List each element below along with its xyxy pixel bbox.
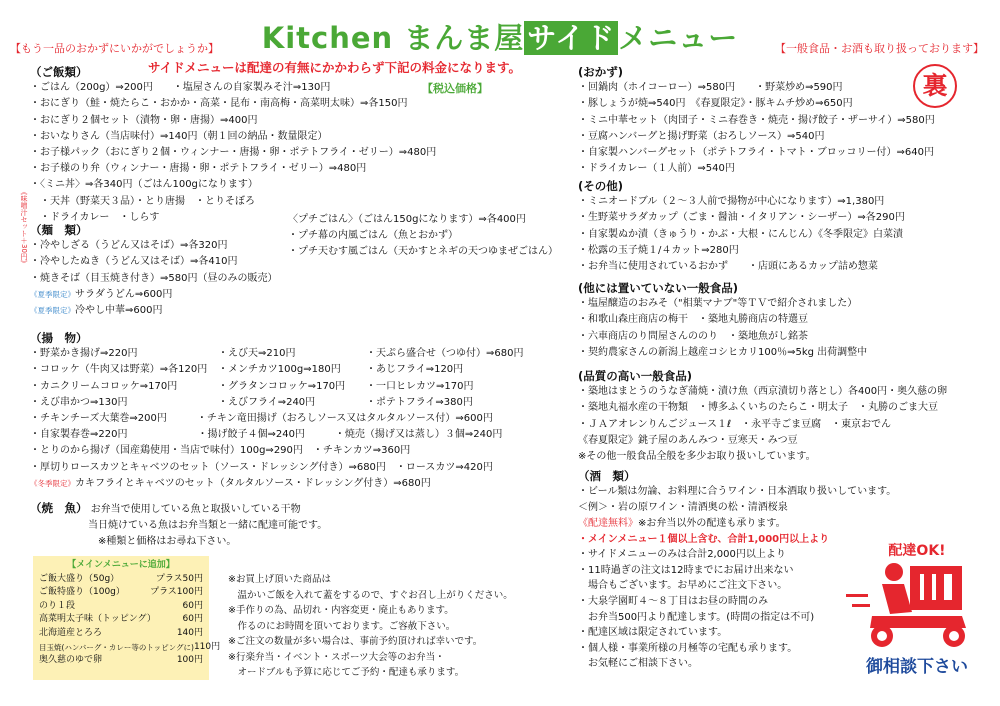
list-item: ・ドライカレー（１人前）⇒540円: [578, 163, 735, 175]
list-item: ・和歌山森庄商店の梅干 ・築地丸勝商店の特選豆: [578, 314, 808, 326]
list-item: ・厚切りロースカツとキャベツのセット（ソース・ドレッシング付き）⇒680円 ・ロースカツ⇒420円: [30, 461, 493, 473]
table-cell: ・天ぷら盛合せ（つゆ付）⇒680円: [366, 348, 524, 360]
list-item: ・冷やしたぬき（うどん又はそば）⇒各410円: [30, 256, 238, 268]
table-cell: ・野菜かき揚げ⇒220円: [30, 348, 138, 360]
general-heading: (他には置いていない一般食品): [578, 281, 739, 295]
consult-label: 御相談下さい: [866, 657, 968, 677]
list-item: ・ミニ中華セット（肉団子・ミニ春巻き・焼売・揚げ餃子・ザーサイ）⇒580円: [578, 114, 935, 126]
list-item: ・プチ天むす風ごはん（天かすとネギの天つゆまぜごはん）: [288, 246, 558, 258]
delivery-ok-label: 配達OK!: [888, 543, 946, 559]
list-item: 奥久慈のゆで卵 100円: [39, 655, 203, 666]
list-item: ・〈ミニ丼〉⇒各340円（ごはん100gになります）: [30, 179, 258, 191]
list-item: 高菜明太子味（トッピング） 60円: [39, 614, 203, 625]
table-row: [30, 379, 523, 395]
list-item: ・おにぎり（鮭・焼たらこ・おかか・高菜・昆布・南高梅・高菜明太味）⇒各150円: [30, 98, 408, 110]
list-item: ・ごはん（200g）⇒200円 ・塩屋さんの自家製みそ汁⇒130円: [30, 82, 331, 94]
list-item: ・自家製春巻⇒220円 ・揚げ餃子４個⇒240円 ・焼売（揚げ又は蒸し）３個⇒240円: [30, 429, 503, 441]
delivery-heading: 《配達無料》※お弁当以外の配達も承ります。: [578, 518, 786, 529]
table-cell: ・コロッケ（牛肉又は野菜）⇒各120円: [30, 364, 208, 376]
list-item: ※お買上げ頂いた商品は: [228, 574, 331, 585]
list-item: ・おいなりさん（当店味付）⇒140円（朝１回の納品・数量限定）: [30, 130, 328, 142]
alcohol-heading: （酒 類）: [578, 469, 636, 483]
fried-heading: （揚 物）: [30, 331, 88, 345]
list-item: ・生野菜サラダカップ（ごま・醤油・イタリアン・シーザー）⇒各290円: [578, 212, 905, 224]
rice-section: [30, 64, 436, 226]
list-item: ※手作りの為、品切れ・内容変更・廃止もあります。: [228, 605, 454, 616]
list-item: 北海道産とろろ 140円: [39, 627, 203, 638]
table-cell: ・ポテトフライ⇒380円: [366, 396, 473, 408]
list-item: お弁当500円より配達します。(時間の指定は不可): [578, 611, 815, 623]
list-item: ・プチ幕の内風ごはん（魚とおかず）: [288, 230, 458, 242]
list-item: ・大泉学園町４～８丁目はお昼の時間のみ: [578, 595, 768, 607]
quality-foods-section: [578, 368, 947, 465]
list-item: ご飯大盛り（50g） プラス50円: [39, 573, 203, 584]
list-item: ・配達区域は限定されています。: [578, 627, 728, 639]
list-item: 《夏季限定》冷やし中華⇒600円: [30, 305, 163, 317]
table-row: [30, 395, 523, 411]
other-section: [578, 178, 905, 275]
list-item: （焼 魚） お弁当で使用している魚と取扱いしている干物: [30, 501, 301, 515]
miso-set-note: 《味噌汁セット＋30円》: [20, 188, 28, 267]
list-item: 温かいご飯を入れて蓋をするので、すぐお召し上がりください。: [228, 589, 513, 601]
delivery-logo: [842, 540, 992, 680]
table-cell: ・えび天⇒210円: [218, 348, 296, 360]
list-item: ・築地はまとうのうなぎ蒲焼・漬け魚（西京漬切り落とし）各400円・奥久慈の卵: [578, 386, 948, 398]
okazu-section: [578, 64, 935, 177]
list-item: のり１段 60円: [39, 600, 203, 611]
list-item: ・個人様・事業所様の月極等の宅配も承ります。: [578, 642, 798, 654]
list-item: ・築地丸福水産の干物類 ・博多ふくいちのたらこ・明太子 ・丸勝のごま大豆: [578, 402, 938, 414]
left-tagline: 【もう一品のおかずにいかがでしょうか】: [10, 42, 219, 55]
list-item: ・回鍋肉（ホイコーロー）⇒580円 ・野菜炒め⇒590円: [578, 82, 843, 94]
list-item: ※その他一般食品全般を多少お取り扱いしています。: [578, 451, 816, 463]
list-item: ・天丼（野菜天３品）・とり唐揚 ・とりそぼろ: [30, 195, 255, 207]
general-foods-section: [578, 280, 867, 361]
list-item: ・おにぎり２個セット（漬物・卵・唐揚）⇒400円: [30, 114, 258, 126]
list-item: 場合もございます。お早めにご注文下さい。: [578, 580, 788, 592]
list-item: ・豚しょうが焼⇒540円 《春夏限定》・豚キムチ炒め⇒650円: [578, 98, 853, 110]
list-item: ・契約農家さんの新潟上越産コシヒカリ100％⇒5kg 出荷調整中: [578, 346, 868, 358]
list-item: ・六車商店のり問屋さんののり ・築地魚がし銘茶: [578, 330, 808, 342]
table-row: [30, 346, 523, 362]
quality-heading: (品質の高い一般食品): [578, 369, 693, 383]
addon-box: [33, 556, 221, 680]
list-item: ・ミニオードブル（２～３人前で揚物が中心になります）⇒1,380円: [578, 196, 885, 208]
okazu-heading: (おかず): [578, 65, 624, 79]
list-item: ・ビール類は勿論、お料理に合うワイン・日本酒取り扱いしています。: [578, 486, 897, 498]
list-item: ・焼きそば（目玉焼き付き）⇒580円（昼のみの販売）: [30, 272, 278, 284]
list-item: 作るのにお時間を頂いております。ご容赦下さい。: [228, 620, 456, 632]
table-cell: ・メンチカツ100g⇒180円: [218, 364, 341, 376]
list-item: ・11時過ぎの注文は12時までにお届け出来ない: [578, 564, 794, 576]
list-item: ・チキンチーズ大葉巻⇒200円 ・チキン竜田揚げ（おろしソース又はタルタルソース付）⇒600円: [30, 413, 493, 425]
right-tagline: 【一般食品・お酒も取り扱っております】: [775, 42, 984, 55]
noodle-heading: （麺 類）: [30, 223, 88, 237]
list-item: 当日焼けている魚はお弁当類と一緒に配達可能です。: [88, 520, 328, 532]
list-item: ※種類と価格はお尋ね下さい。: [98, 536, 237, 548]
delivery-scooter-icon: [842, 554, 992, 654]
list-item: 《春夏限定》銚子屋のあんみつ・豆寒天・みつ豆: [578, 434, 798, 446]
list-item: ・ドライカレー ・しらす: [30, 211, 160, 223]
table-cell: ・えび串かつ⇒130円: [30, 396, 128, 408]
table-cell: ・あじフライ⇒120円: [366, 364, 464, 376]
addon-heading: 【メインメニューに追加】: [67, 560, 175, 570]
list-item: 《夏季限定》サラダうどん⇒600円: [30, 288, 173, 300]
fried-section: [30, 330, 523, 492]
page-title: Kitchen まんま屋 サイド メニュー: [261, 21, 739, 55]
list-item: 目玉焼(ハンバーグ・カレー等のトッピングに) 110円: [39, 641, 221, 652]
list-item: ご飯特盛り（100g） プラス100円: [39, 587, 203, 598]
list-item: ・冷やしざる（うどん又はそば）⇒各320円: [30, 240, 228, 252]
table-cell: ・グラタンコロッケ⇒170円: [218, 380, 346, 392]
table-cell: ・カニクリームコロッケ⇒170円: [30, 380, 178, 392]
price-notice: サイドメニューは配達の有無にかかわらず下記の料金になります。: [148, 60, 522, 75]
rice-heading: （ご飯類）: [30, 65, 88, 79]
list-item: ・豆腐ハンバーグと揚げ野菜（おろしソース）⇒540円: [578, 130, 825, 142]
list-item: ・松露の玉子焼１/４カット⇒280円: [578, 244, 739, 256]
list-item: ・お子様パック（おにぎり２個・ウィンナー・唐揚・卵・ポテトフライ・ゼリー）⇒480円: [30, 147, 437, 159]
list-item: ・お弁当に使用されているおかず ・店頭にあるカップ詰め惣菜: [578, 261, 878, 273]
alcohol-section: [578, 468, 896, 517]
other-heading: (その他): [578, 179, 624, 193]
list-item: オードブルも予算に応じてご予約・配達も承ります。: [228, 667, 465, 678]
list-item: ・ＪＡアオレンりんごジュース１ℓ ・永平寺ごま豆腐 ・東京おでん: [578, 418, 891, 430]
list-item: 《冬季限定》カキフライとキャベツのセット（タルタルソース・ドレッシング付き）⇒680円: [30, 477, 431, 489]
notes-section: [228, 572, 513, 681]
petit-section: [288, 212, 558, 261]
list-item: ・自家製ハンバーグセット（ポテトフライ・トマト・ブロッコリー付）⇒640円: [578, 147, 934, 159]
list-item: ・お子様のり弁（ウィンナー・唐揚・卵・ポテトフライ・ゼリー）⇒480円: [30, 163, 367, 175]
list-item: ＜例＞・岩の原ワイン・清酒奥の松・清酒桜泉: [578, 502, 788, 514]
tax-label: 【税込価格】: [422, 82, 488, 95]
list-item: ・塩屋醸造のおみそ（"相葉マナブ"等ＴＶで紹介されました）: [578, 298, 858, 310]
delivery-section: [578, 516, 829, 672]
grilled-fish-section: [30, 500, 327, 551]
list-item: お気軽にご相談下さい。: [578, 658, 698, 670]
list-item: ・サイドメニューのみは合計2,000円以上より: [578, 549, 786, 561]
noodle-section: [30, 222, 277, 319]
list-item: ・自家製ぬか漬（きゅうり・かぶ・大根・にんじん）《冬季限定》白菜漬: [578, 228, 903, 240]
list-item: ・メインメニュー１個以上含む、合計1,000円以上より: [578, 533, 830, 545]
list-item: ※ご注文の数量が多い場合は、事前予約頂ければ幸いです。: [228, 636, 483, 647]
table-cell: ・一口ヒレカツ⇒170円: [366, 380, 474, 392]
table-row: [30, 362, 523, 378]
petit-heading: 〈プチごはん〉（ごはん150gになります）⇒各400円: [288, 214, 526, 225]
list-item: ・とりのから揚げ（国産鶏使用・当店で味付）100g⇒290円 ・チキンカツ⇒360円: [30, 445, 411, 457]
table-cell: ・えびフライ⇒240円: [218, 396, 316, 408]
list-item: ※行楽弁当・イベント・スポーツ大会等のお弁当・: [228, 651, 445, 663]
back-side-badge: 裏: [913, 64, 957, 108]
